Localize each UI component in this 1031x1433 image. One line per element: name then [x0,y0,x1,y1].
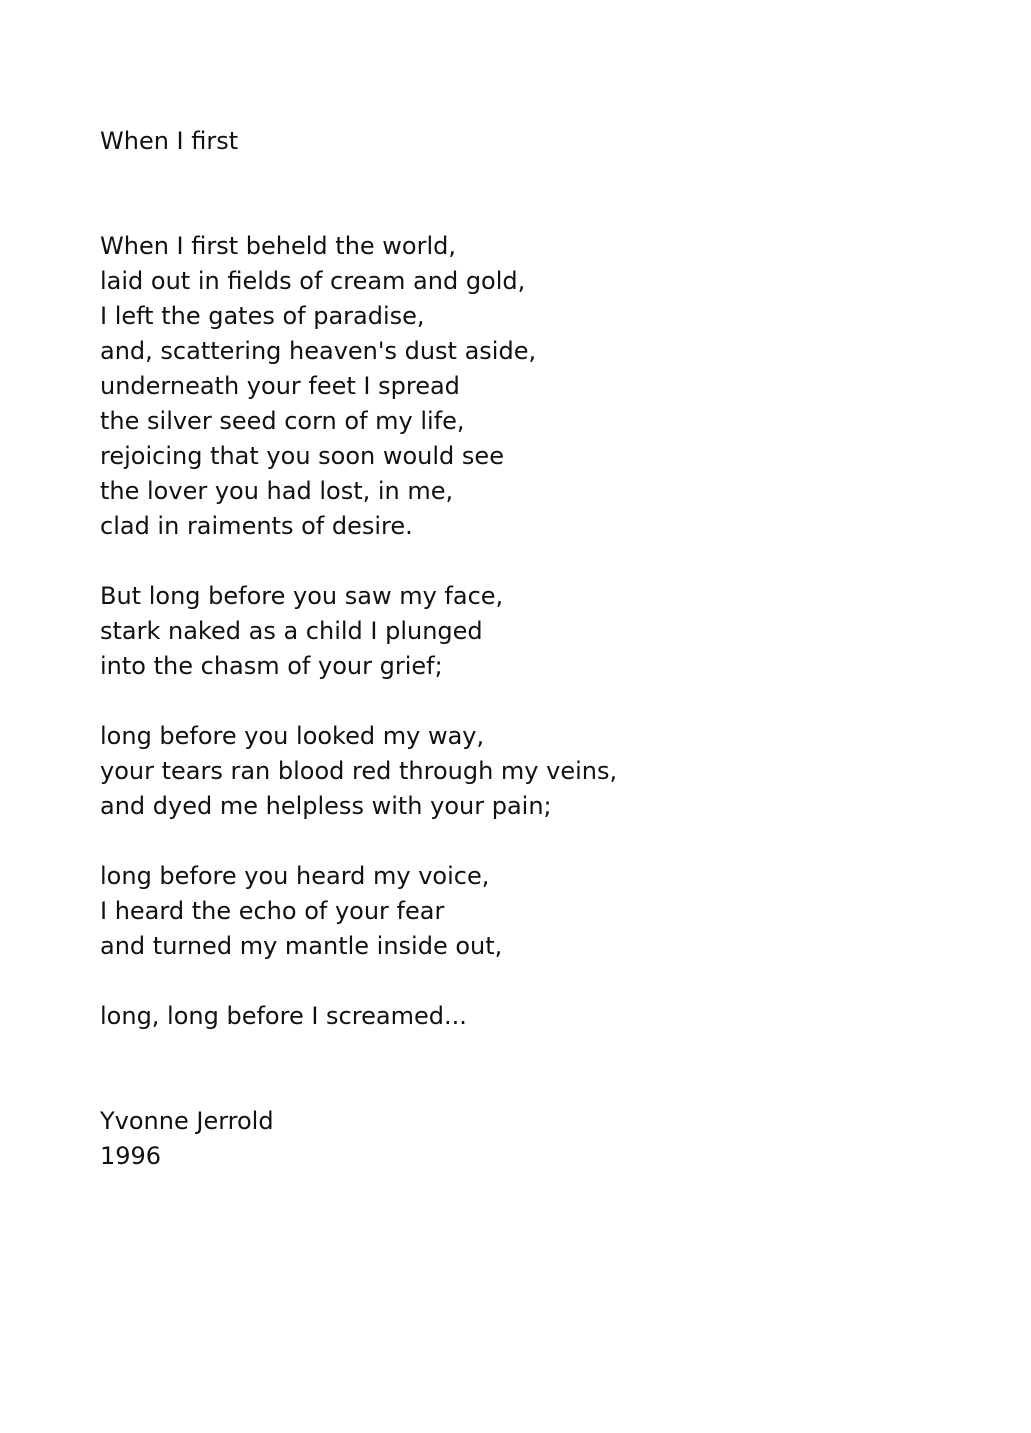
signature-block [100,1104,274,1174]
poem-line: long before you heard my voice, [100,862,490,890]
stanza-1 [100,229,536,544]
poem-line: and turned my mantle inside out, [100,932,503,960]
stanza-3 [100,719,617,824]
poem-title: When I first [100,127,239,155]
stanza-2 [100,579,503,684]
stanza-4 [100,859,502,964]
poem-line: stark naked as a child I plunged [100,617,483,645]
poem-line: clad in raiments of desire. [100,512,413,540]
poem-line: and, scattering heaven's dust aside, [100,337,537,365]
poem-line: I heard the echo of your fear [100,897,445,925]
poem-line: laid out in fields of cream and gold, [100,267,526,295]
poem-line: When I first beheld the world, [100,232,457,260]
poem-line: and dyed me helpless with your pain; [100,792,552,820]
poem-line: long, long before I screamed... [100,1002,467,1030]
poem-line: the silver seed corn of my life, [100,407,465,435]
poem-line: the lover you had lost, in me, [100,477,454,505]
poem-line: rejoicing that you soon would see [100,442,504,470]
poem-line: into the chasm of your grief; [100,652,443,680]
poem-line: I left the gates of paradise, [100,302,425,330]
poem-line: your tears ran blood red through my veins, [100,757,618,785]
author-name: Yvonne Jerrold [100,1107,274,1135]
poem-line: underneath your feet I spread [100,372,460,400]
poem-line: long before you looked my way, [100,722,485,750]
year: 1996 [100,1142,162,1170]
stanza-5 [100,999,467,1034]
poem-line: But long before you saw my face, [100,582,504,610]
